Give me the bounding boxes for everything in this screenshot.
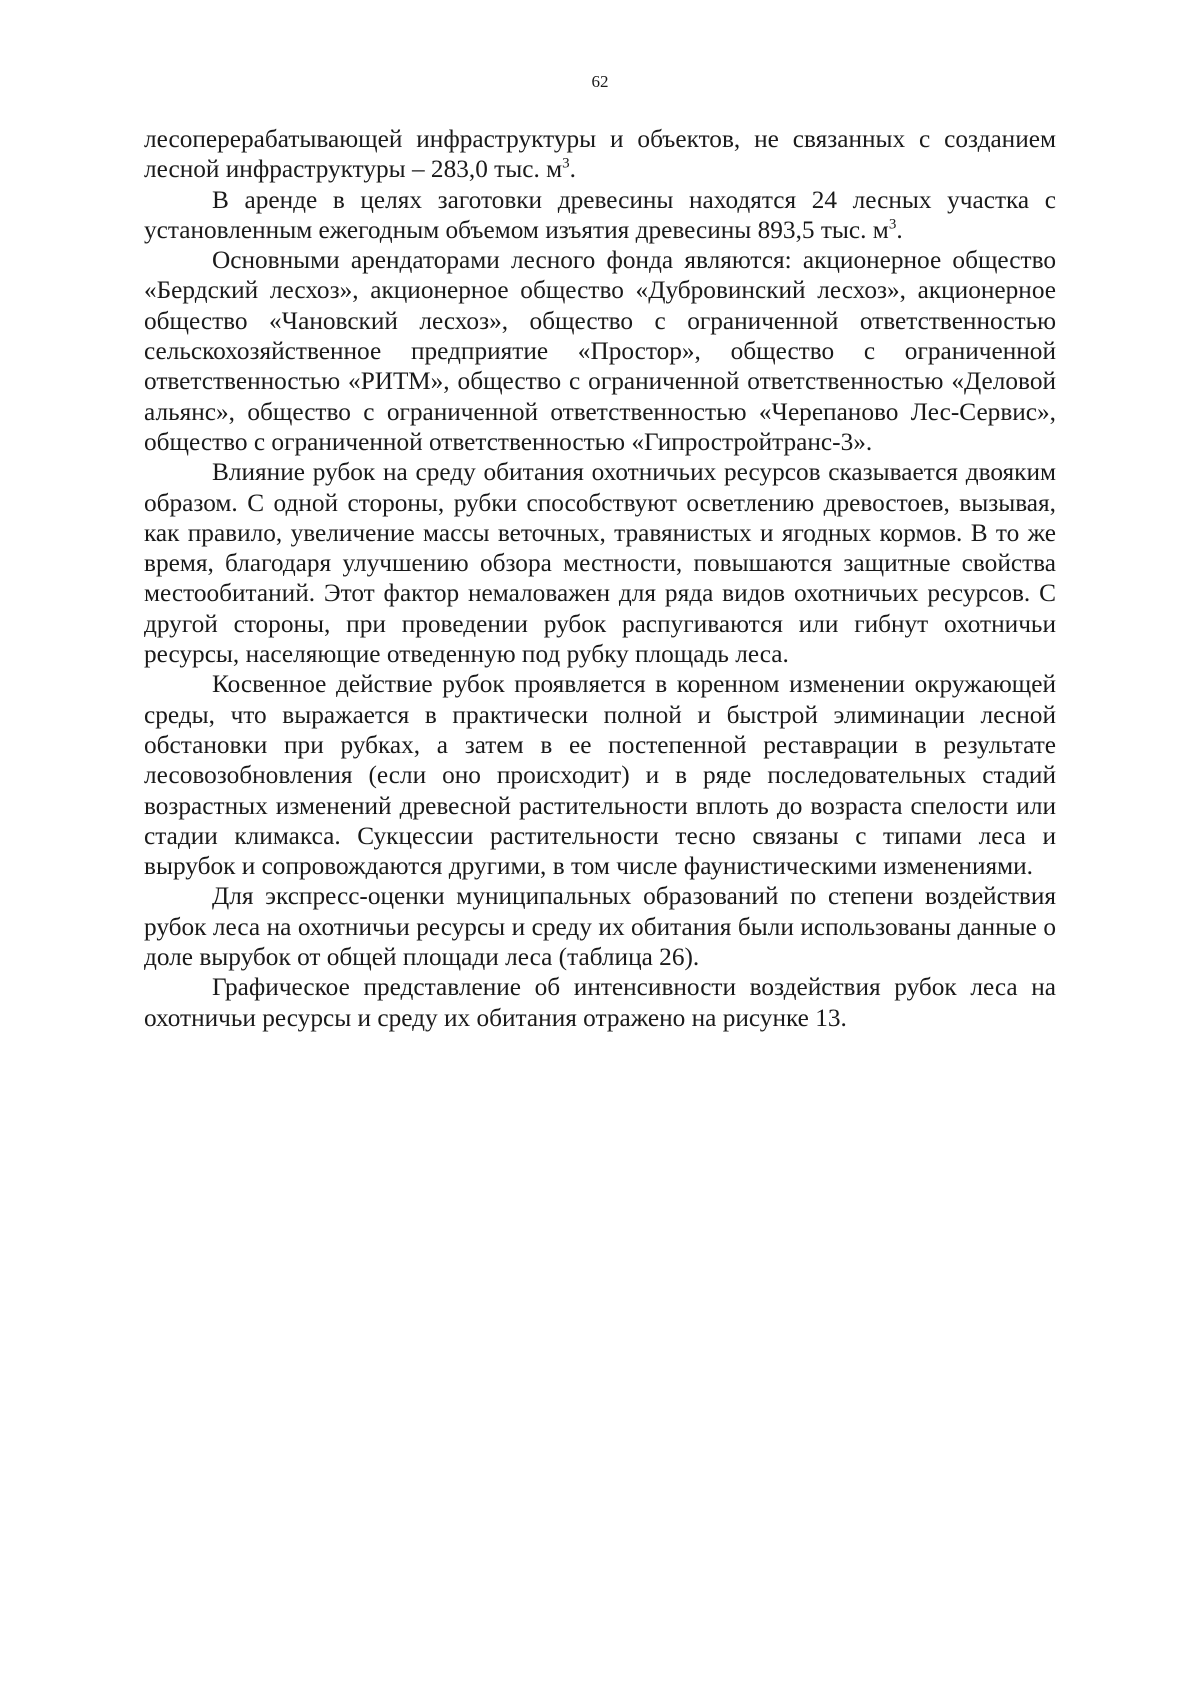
paragraph-2-text: В аренде в целях заготовки древесины находятся 24 лесных участка с установленным ежегодным объемом изъятия древесины 893,5 тыс. м xyxy=(144,185,1056,244)
paragraph-1-text: лесоперерабатывающей инфраструктуры и объектов, не связанных с созданием лесной инфраструктуры – 283,0 тыс. м xyxy=(144,125,1056,184)
document-body xyxy=(144,124,1056,1033)
paragraph-1-superscript: 3 xyxy=(562,155,570,172)
paragraph-1 xyxy=(144,124,1056,185)
paragraph-6: Для экспресс-оценки муниципальных образований по степени воздействия рубок леса на охотничьи ресурсы и среду их обитания были использованы данные о доле вырубок от общей площади леса (таблица 26). xyxy=(144,882,1056,972)
page-number: 62 xyxy=(591,72,609,91)
paragraph-1-tail: . xyxy=(569,155,576,184)
paragraph-2-superscript: 3 xyxy=(888,216,897,233)
paragraph-3: Основными арендаторами лесного фонда являются: акционерное общество «Бердский лесхоз», акционерное общество «Дубровинский лесхоз», акционерное общество «Чановский лесхоз», общество с ограниченной ответственностью сельскохозяйственное предприятие «Простор», общество с ограниченной ответственностью «РИТМ», общество с ограниченной ответственностью «Деловой альянс», общество с ограниченной ответственностью «Черепаново Лес-Сервис», общество с ограниченной ответственностью «Гипростройтранс-3». xyxy=(144,246,1056,456)
paragraph-7: Графическое представление об интенсивности воздействия рубок леса на охотничьи ресурсы и среду их обитания отражено на рисунке 13. xyxy=(144,973,1056,1032)
paragraph-2-tail: . xyxy=(896,215,903,244)
paragraph-5: Косвенное действие рубок проявляется в коренном изменении окружающей среды, что выражается в практически полной и быстрой элиминации лесной обстановки при рубках, а затем в ее постепенной реставрации в результате лесовозобновления (если оно происходит) и в ряде последовательных стадий возрастных изменений древесной растительности вплоть до возраста спелости или стадии климакса. Сукцессии растительности тесно связаны с типами леса и вырубок и сопровождаются другими, в том числе фаунистическими изменениями. xyxy=(144,670,1056,881)
paragraph-2 xyxy=(144,185,1056,246)
paragraph-4: Влияние рубок на среду обитания охотничьих ресурсов сказывается двояким образом. С одной стороны, рубки способствуют осветлению древостоев, вызывая, как правило, увеличение массы веточных, травянистых и ягодных кормов. В то же время, благодаря улучшению обзора местности, повышаются защитные свойства местообитаний. Этот фактор немаловажен для ряда видов охотничьих ресурсов. С другой стороны, при проведении рубок распугиваются или гибнут охотничьи ресурсы, населяющие отведенную под рубку площадь леса. xyxy=(144,458,1056,669)
